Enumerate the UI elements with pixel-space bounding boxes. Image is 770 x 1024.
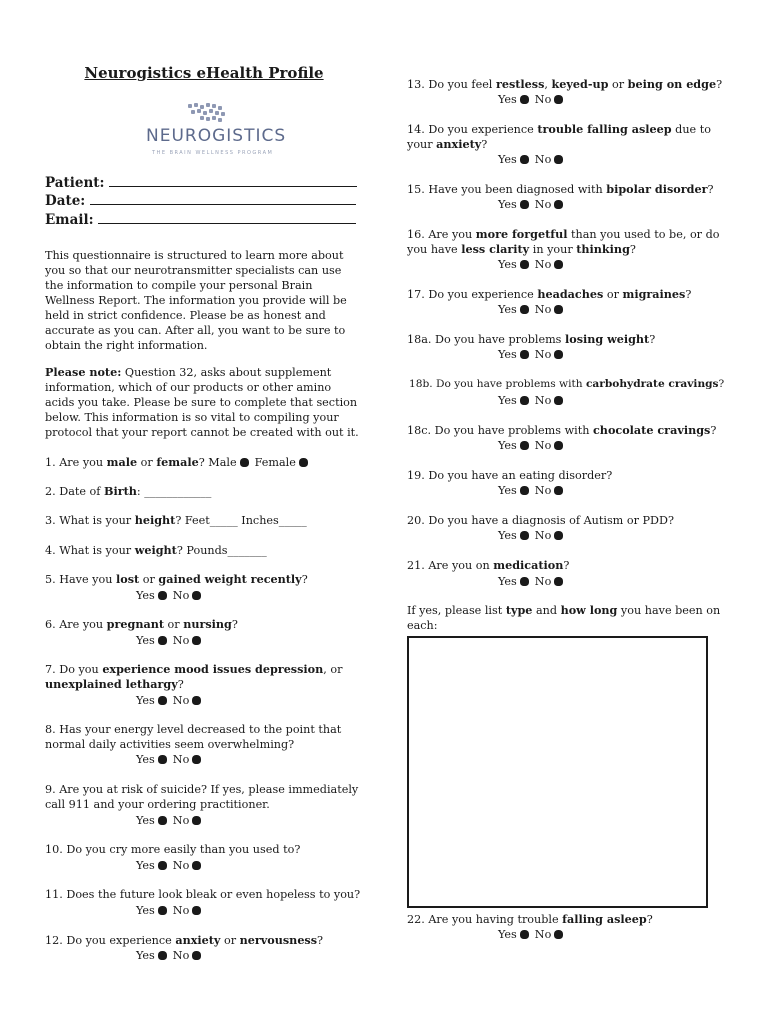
date-line[interactable] xyxy=(90,192,356,205)
patient-line[interactable] xyxy=(109,174,357,187)
question-18a: 18a. Do you have problems losing weight? xyxy=(407,332,656,346)
q5-yes-checkbox[interactable] xyxy=(158,591,167,600)
email-label: Email: xyxy=(45,212,94,228)
question-17: 17. Do you experience headaches or migraines? xyxy=(407,287,692,301)
q20-yes-checkbox[interactable] xyxy=(520,531,529,540)
q12-no-checkbox[interactable] xyxy=(192,951,201,960)
question-11: 11. Does the future look bleak or even hopeless to you? xyxy=(45,888,361,901)
intro-paragraph: This questionnaire is structured to learn more about you so that our neurotransmitter specialists can use the information to compile your personal Brain Wellness Report. The information you provide will be held in strict confidence. Please be as honest and accurate as you can. After all, you want to be sure to obtain the right information. xyxy=(45,249,347,352)
q18b-no-checkbox[interactable] xyxy=(554,396,563,405)
q17-no-checkbox[interactable] xyxy=(554,305,563,314)
patient-field xyxy=(45,174,357,192)
note-label: Please note: xyxy=(45,365,122,379)
q9-yes-checkbox[interactable] xyxy=(158,816,167,825)
question-10: 10. Do you cry more easily than you used to? xyxy=(45,843,301,856)
medication-instructions: If yes, please list type and how long you have been on each: xyxy=(407,603,721,632)
q10-no-checkbox[interactable] xyxy=(192,861,201,870)
male-checkbox[interactable] xyxy=(240,458,249,467)
male-label: Male xyxy=(208,456,237,469)
q8-yes-checkbox[interactable] xyxy=(158,755,167,764)
question-1: 1. Are you male or female? Male Female xyxy=(45,455,365,470)
q14-answers: Yes No xyxy=(498,152,569,167)
q21-yes-checkbox[interactable] xyxy=(520,577,529,586)
patient-label: Patient: xyxy=(45,175,105,191)
logo xyxy=(140,100,287,160)
q10-yes-checkbox[interactable] xyxy=(158,861,167,870)
question-4: 4. What is your weight? Pounds_______ xyxy=(45,543,267,557)
logo-wordmark: NEUROGISTICS xyxy=(146,126,287,146)
q18a-no-checkbox[interactable] xyxy=(554,350,563,359)
q6-no-checkbox[interactable] xyxy=(192,636,201,645)
q7-yes-checkbox[interactable] xyxy=(158,696,167,705)
q9-answers: Yes No xyxy=(136,813,207,828)
question-20: 20. Do you have a diagnosis of Autism or PDD? xyxy=(407,514,674,527)
q5-answers: Yes No xyxy=(136,588,207,603)
q9-no-checkbox[interactable] xyxy=(192,816,201,825)
question-13: 13. Do you feel restless, keyed-up or being on edge? xyxy=(407,77,723,91)
question-5: 5. Have you lost or gained weight recently? xyxy=(45,572,308,586)
q21-no-checkbox[interactable] xyxy=(554,577,563,586)
date-field xyxy=(45,192,356,210)
email-line[interactable] xyxy=(98,211,356,224)
q7-no-checkbox[interactable] xyxy=(192,696,201,705)
q19-answers: Yes No xyxy=(498,483,569,498)
note-paragraph xyxy=(45,365,363,440)
question-18b: 18b. Do you have problems with carbohydrate cravings? xyxy=(409,378,725,390)
question-15: 15. Have you been diagnosed with bipolar disorder? xyxy=(407,182,714,196)
question-22: 22. Are you having trouble falling asleep? xyxy=(407,912,653,926)
q13-answers: Yes No xyxy=(498,92,569,107)
q22-answers: Yes No xyxy=(498,927,569,942)
question-21: 21. Are you on medication? xyxy=(407,558,570,572)
q14-yes-checkbox[interactable] xyxy=(520,155,529,164)
q10-answers: Yes No xyxy=(136,858,207,873)
q18b-answers: Yes No xyxy=(498,393,569,408)
question-12: 12. Do you experience anxiety or nervousness? xyxy=(45,933,324,947)
q20-answers: Yes No xyxy=(498,528,569,543)
question-3: 3. What is your height? Feet_____ Inches_____ xyxy=(45,513,307,527)
q16-no-checkbox[interactable] xyxy=(554,260,563,269)
logo-mark-icon xyxy=(180,100,240,126)
q16-yes-checkbox[interactable] xyxy=(520,260,529,269)
q17-yes-checkbox[interactable] xyxy=(520,305,529,314)
q12-answers: Yes No xyxy=(136,948,207,963)
q17-answers: Yes No xyxy=(498,302,569,317)
q13-yes-checkbox[interactable] xyxy=(520,95,529,104)
question-19: 19. Do you have an eating disorder? xyxy=(407,469,613,482)
q6-yes-checkbox[interactable] xyxy=(158,636,167,645)
q7-answers: Yes No xyxy=(136,693,207,708)
page-title: Neurogistics eHealth Profile xyxy=(84,64,324,82)
q19-no-checkbox[interactable] xyxy=(554,486,563,495)
q20-no-checkbox[interactable] xyxy=(554,531,563,540)
question-2: 2. Date of Birth: ____________ xyxy=(45,484,212,498)
logo-tagline: THE BRAIN WELLNESS PROGRAM xyxy=(152,150,274,156)
q8-no-checkbox[interactable] xyxy=(192,755,201,764)
q5-no-checkbox[interactable] xyxy=(192,591,201,600)
question-8: 8. Has your energy level decreased to the point that normal daily activities seem overwhelming? xyxy=(45,723,342,751)
female-checkbox[interactable] xyxy=(299,458,308,467)
q15-answers: Yes No xyxy=(498,197,569,212)
q18a-answers: Yes No xyxy=(498,347,569,362)
date-label: Date: xyxy=(45,193,86,209)
question-6: 6. Are you pregnant or nursing? xyxy=(45,617,238,631)
q14-no-checkbox[interactable] xyxy=(554,155,563,164)
q18c-yes-checkbox[interactable] xyxy=(520,441,529,450)
note-text: Question 32, asks about supplement information, which of our products or other amino acids you take. Please be sure to complete that section below. This information is so vital to compiling your protocol that your report cannot be created with out it. xyxy=(45,366,359,439)
q15-no-checkbox[interactable] xyxy=(554,200,563,209)
question-14: 14. Do you experience trouble falling asleep due to your anxiety? xyxy=(407,122,711,151)
q22-no-checkbox[interactable] xyxy=(554,930,563,939)
q18b-yes-checkbox[interactable] xyxy=(520,396,529,405)
q21-answers: Yes No xyxy=(498,574,569,589)
q18c-answers: Yes No xyxy=(498,438,569,453)
q15-yes-checkbox[interactable] xyxy=(520,200,529,209)
q19-yes-checkbox[interactable] xyxy=(520,486,529,495)
q11-yes-checkbox[interactable] xyxy=(158,906,167,915)
q8-answers: Yes No xyxy=(136,752,207,767)
email-field xyxy=(45,211,356,229)
q18a-yes-checkbox[interactable] xyxy=(520,350,529,359)
question-7: 7. Do you experience mood issues depression, or unexplained lethargy? xyxy=(45,662,343,691)
q13-no-checkbox[interactable] xyxy=(554,95,563,104)
q11-answers: Yes No xyxy=(136,903,207,918)
q11-no-checkbox[interactable] xyxy=(192,906,201,915)
q18c-no-checkbox[interactable] xyxy=(554,441,563,450)
q16-answers: Yes No xyxy=(498,257,569,272)
question-18c: 18c. Do you have problems with chocolate cravings? xyxy=(407,423,717,437)
q6-answers: Yes No xyxy=(136,633,207,648)
medication-answer-box[interactable] xyxy=(407,636,708,908)
female-label: Female xyxy=(254,456,296,469)
q22-yes-checkbox[interactable] xyxy=(520,930,529,939)
q12-yes-checkbox[interactable] xyxy=(158,951,167,960)
question-16: 16. Are you more forgetful than you used to be, or do you have less clarity in your thinking? xyxy=(407,227,720,256)
question-9: 9. Are you at risk of suicide? If yes, please immediately call 911 and your ordering practitioner. xyxy=(45,783,359,811)
